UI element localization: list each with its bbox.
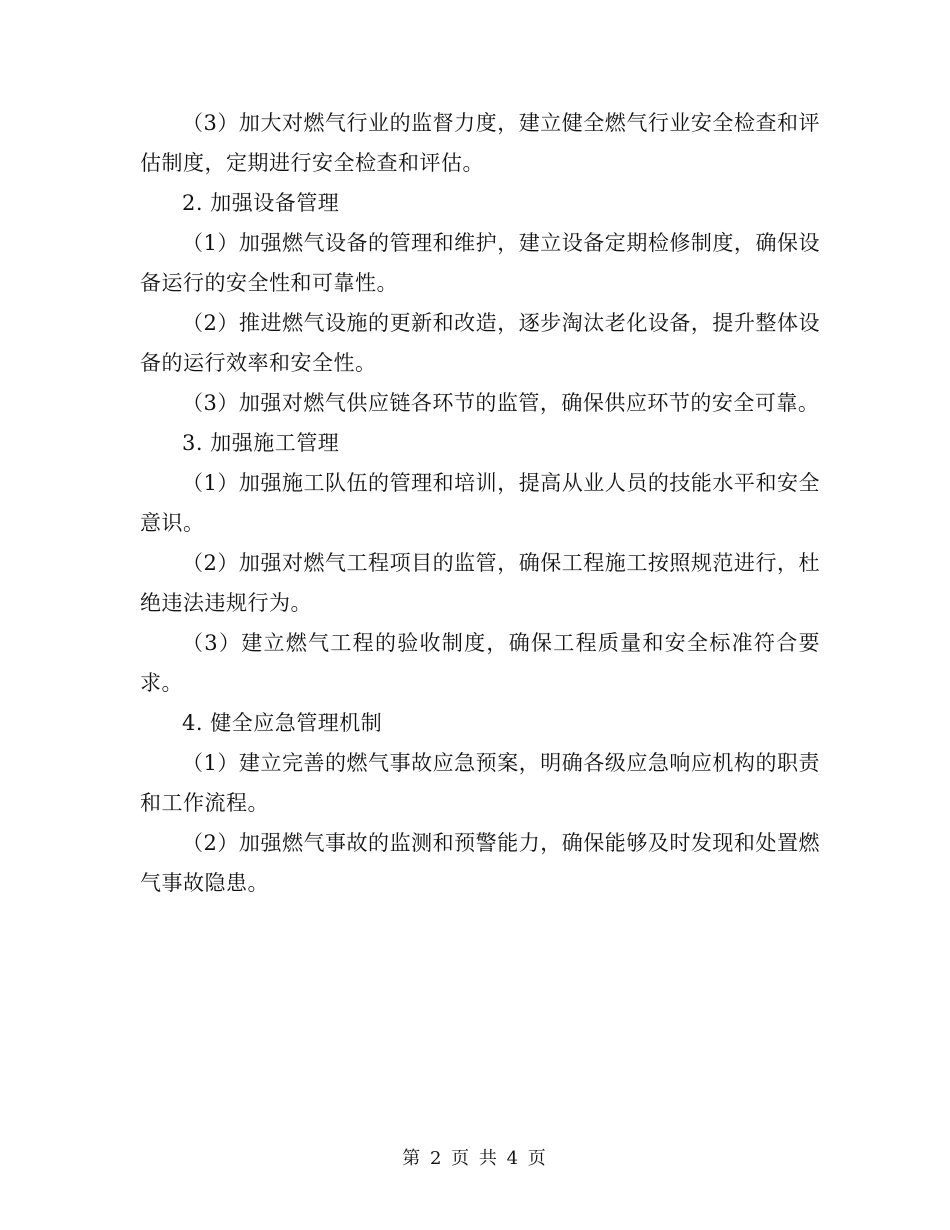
document-body (140, 103, 820, 903)
paragraph-2-monitoring: （2）加强燃气事故的监测和预警能力，确保能够及时发现和处置燃气事故隐患。 (140, 831, 820, 895)
paragraph-3-supply-chain: （3）加强对燃气供应链各环节的监管，确保供应环节的安全可靠。 (182, 391, 820, 415)
paragraph-1-emergency-plan: （1）建立完善的燃气事故应急预案，明确各级应急响应机构的职责和工作流程。 (140, 751, 820, 815)
paragraph-1-construction-training: （1）加强施工队伍的管理和培训，提高从业人员的技能水平和安全意识。 (140, 471, 820, 535)
section-heading-emergency: 4. 健全应急管理机制 (182, 711, 383, 735)
paragraph-3-acceptance: （3）建立燃气工程的验收制度，确保工程质量和安全标准符合要求。 (140, 631, 820, 695)
section-heading-equipment: 2. 加强设备管理 (182, 191, 340, 215)
paragraph-3-supervision: （3）加大对燃气行业的监督力度，建立健全燃气行业安全检查和评估制度，定期进行安全检查和评估。 (140, 111, 820, 175)
paragraph-1-equipment-maintenance: （1）加强燃气设备的管理和维护，建立设备定期检修制度，确保设备运行的安全性和可靠性。 (140, 231, 820, 295)
page-number-footer: 第 2 页 共 4 页 (402, 1148, 548, 1169)
paragraph-2-project-supervision: （2）加强对燃气工程项目的监管，确保工程施工按照规范进行，杜绝违法违规行为。 (140, 551, 820, 615)
section-heading-construction: 3. 加强施工管理 (182, 431, 340, 455)
paragraph-2-facility-upgrade: （2）推进燃气设施的更新和改造，逐步淘汰老化设备，提升整体设备的运行效率和安全性。 (140, 311, 820, 375)
